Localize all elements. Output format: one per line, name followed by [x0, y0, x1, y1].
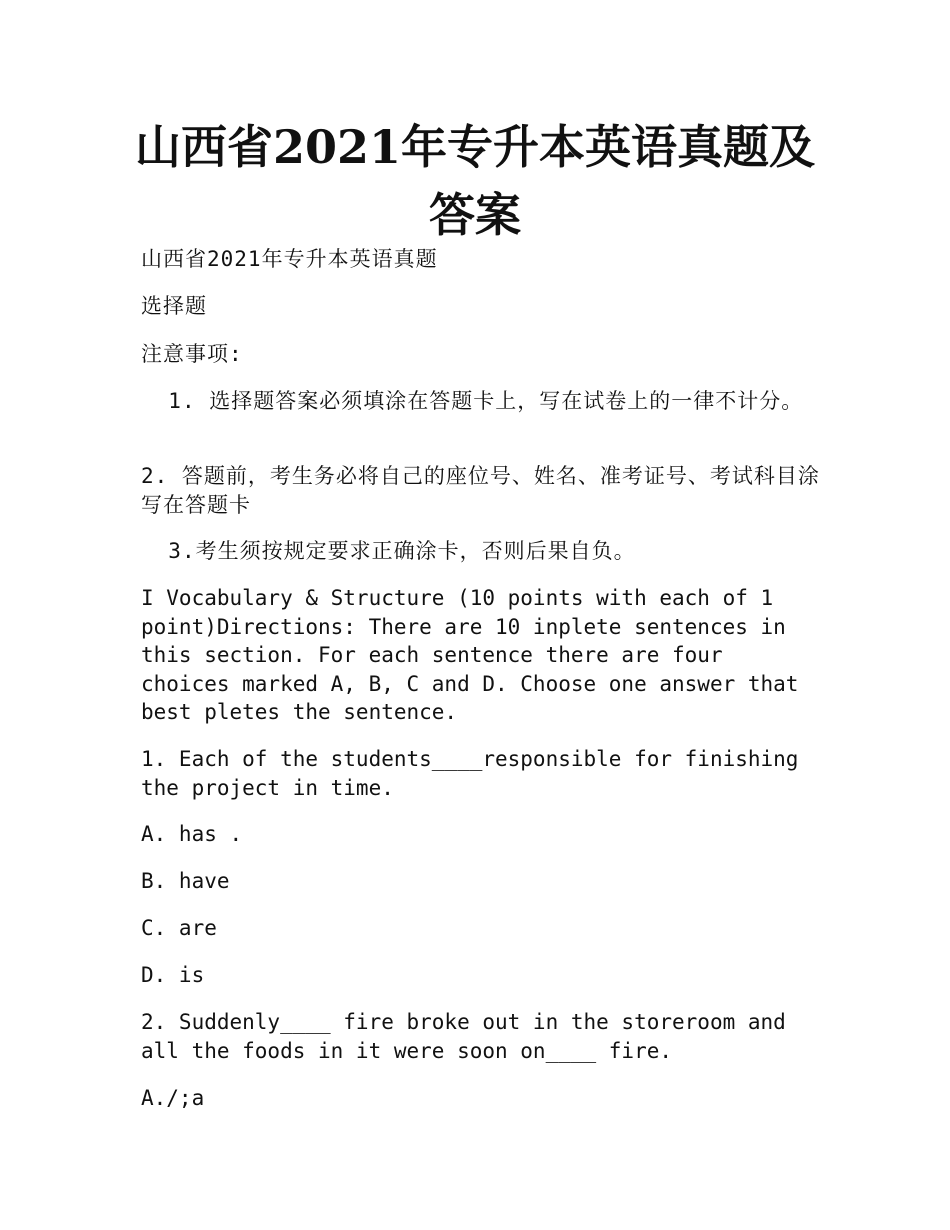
- notes-heading: 注意事项:: [141, 342, 243, 366]
- note-item-1: 1. 选择题答案必须填涂在答题卡上，写在试卷上的一律不计分。: [141, 389, 804, 413]
- question-2-stem: 2. Suddenly____ fire broke out in the storeroom and all the foods in it were soon on____ fire.: [141, 1010, 799, 1063]
- question-1-stem: 1. Each of the students____responsible for finishing the project in time.: [141, 747, 812, 800]
- question-1-option-c: C. are: [141, 916, 217, 940]
- note-item-2: 2. 答题前，考生务必将自己的座位号、姓名、准考证号、考试科目涂写在答题卡: [141, 464, 820, 517]
- title-line-1: 山西省2021年专升本英语真题及: [134, 120, 816, 174]
- question-1-option-b: B. have: [141, 869, 230, 893]
- title-line-2: 答案: [429, 188, 521, 242]
- question-1-option-d: D. is: [141, 963, 205, 987]
- question-1-option-a: A. has .: [141, 822, 243, 846]
- section-heading-choice: 选择题: [141, 294, 207, 318]
- part1-directions: I Vocabulary & Structure (10 points with each of 1 point)Directions: There are 10 inplete sentences in this section. For each sentence there are four choices marked A, B, C and D. Choose one answer that best pletes the sentence.: [141, 586, 812, 724]
- note-item-3: 3.考生须按规定要求正确涂卡，否则后果自负。: [141, 539, 636, 563]
- subtitle: 山西省2021年专升本英语真题: [141, 247, 438, 271]
- document-title: [100, 113, 850, 249]
- question-2-option-a: A./;a: [141, 1086, 205, 1110]
